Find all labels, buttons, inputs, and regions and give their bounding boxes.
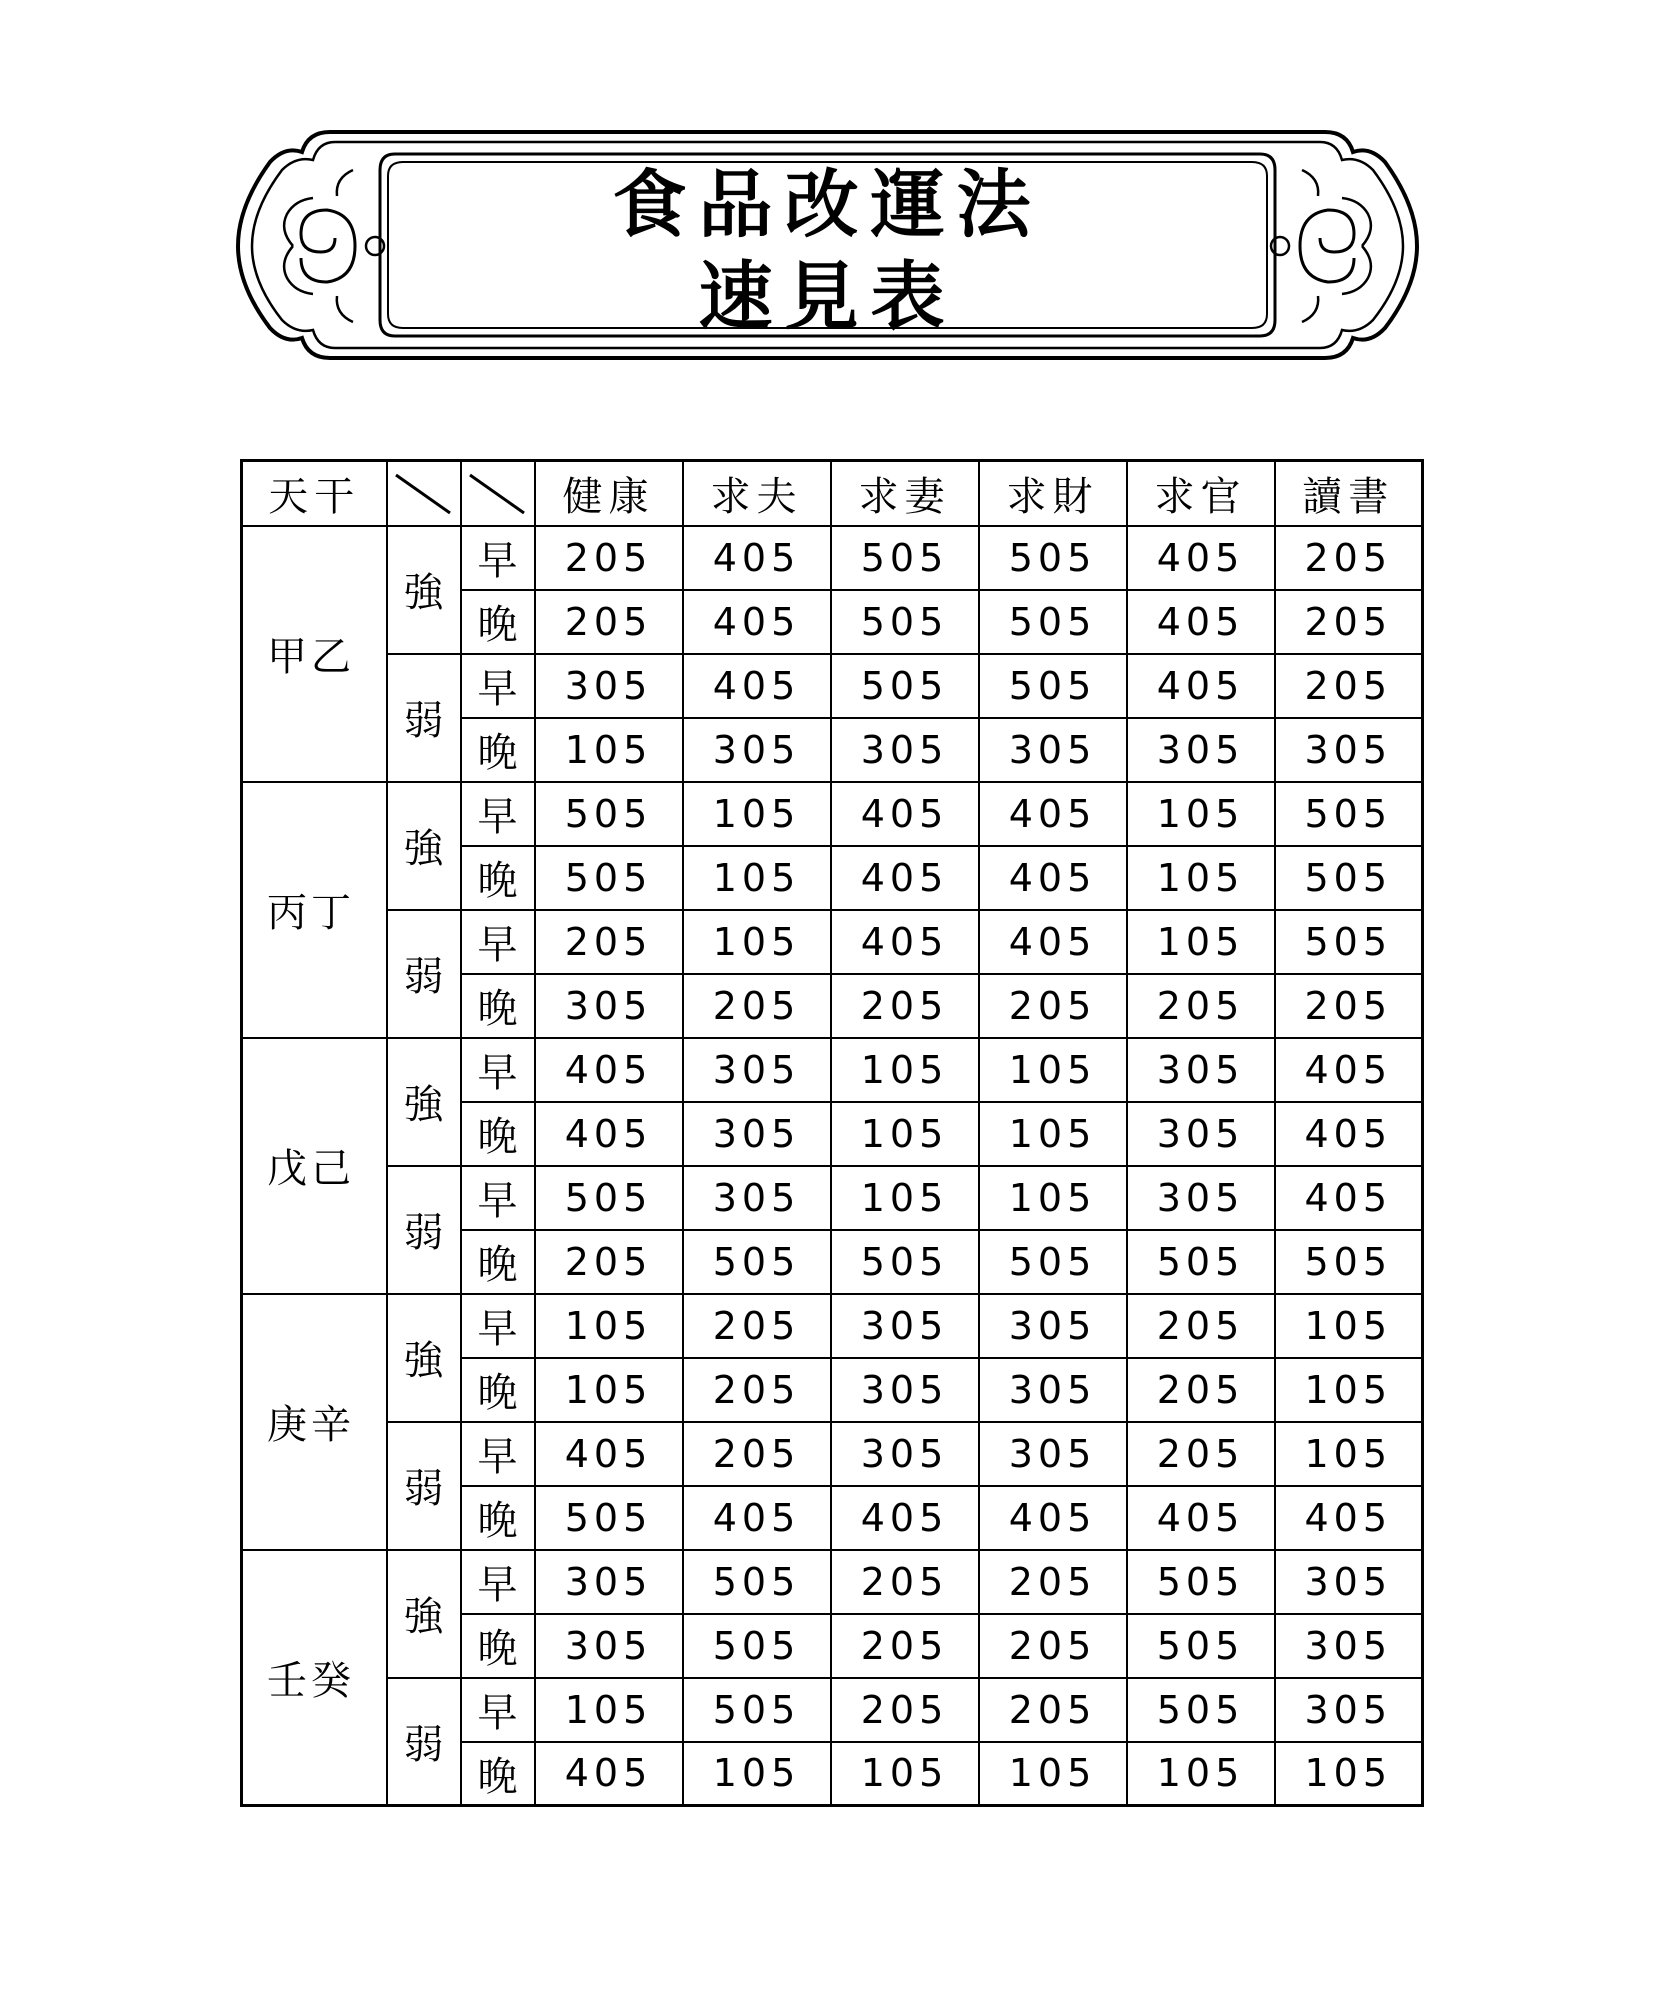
value-cell: 105 [979,1742,1127,1806]
value-cell: 105 [1127,782,1275,846]
value-cell: 505 [831,1230,979,1294]
value-cell: 405 [979,910,1127,974]
value-cell: 405 [979,846,1127,910]
header-col-health: 健康 [535,461,683,526]
strength-cell: 強 [387,782,461,910]
value-cell: 405 [979,782,1127,846]
value-cell: 105 [683,910,831,974]
stem-cell: 丙丁 [242,782,387,1038]
table-row [242,526,1423,590]
strength-cell: 強 [387,1550,461,1678]
value-cell: 305 [831,1294,979,1358]
value-cell: 105 [535,1294,683,1358]
value-cell: 205 [683,974,831,1038]
value-cell: 205 [979,1614,1127,1678]
time-cell: 晚 [461,846,535,910]
value-cell: 105 [831,1166,979,1230]
value-cell: 305 [535,1550,683,1614]
value-cell: 305 [1127,1102,1275,1166]
time-cell: 晚 [461,718,535,782]
value-cell: 505 [683,1614,831,1678]
value-cell: 305 [1127,718,1275,782]
strength-cell: 弱 [387,1422,461,1550]
value-cell: 305 [979,1294,1127,1358]
food-lookup-table [240,459,1424,1807]
value-cell: 105 [535,718,683,782]
value-cell: 505 [979,590,1127,654]
value-cell: 205 [979,1550,1127,1614]
time-cell: 晚 [461,1742,535,1806]
header-diagonal-1 [387,461,461,526]
time-cell: 早 [461,1678,535,1742]
table-row [242,1422,1423,1486]
value-cell: 305 [1127,1166,1275,1230]
table-row [242,1678,1423,1742]
value-cell: 405 [831,910,979,974]
table-row [242,910,1423,974]
value-cell: 105 [535,1358,683,1422]
time-cell: 晚 [461,590,535,654]
table-row [242,1294,1423,1358]
value-cell: 105 [831,1038,979,1102]
time-cell: 晚 [461,974,535,1038]
value-cell: 405 [831,1486,979,1550]
value-cell: 505 [1275,846,1423,910]
value-cell: 205 [535,1230,683,1294]
header-col-study: 讀書 [1275,461,1423,526]
value-cell: 205 [831,974,979,1038]
value-cell: 405 [535,1038,683,1102]
value-cell: 305 [1275,1550,1423,1614]
value-cell: 405 [979,1486,1127,1550]
time-cell: 晚 [461,1486,535,1550]
value-cell: 405 [683,590,831,654]
value-cell: 405 [1127,654,1275,718]
value-cell: 505 [1127,1678,1275,1742]
value-cell: 405 [1127,590,1275,654]
table-body [242,461,1423,1806]
value-cell: 405 [831,846,979,910]
value-cell: 505 [979,1230,1127,1294]
strength-cell: 弱 [387,654,461,782]
value-cell: 105 [1127,910,1275,974]
time-cell: 早 [461,1166,535,1230]
value-cell: 305 [831,718,979,782]
value-cell: 105 [979,1038,1127,1102]
time-cell: 早 [461,1422,535,1486]
value-cell: 205 [683,1422,831,1486]
header-col-career: 求官 [1127,461,1275,526]
diagonal-slash-icon [462,463,532,523]
value-cell: 505 [535,846,683,910]
value-cell: 205 [1275,654,1423,718]
strength-cell: 強 [387,1038,461,1166]
diagonal-slash-icon [388,463,458,523]
value-cell: 405 [683,1486,831,1550]
value-cell: 305 [535,1614,683,1678]
time-cell: 早 [461,910,535,974]
value-cell: 305 [683,1038,831,1102]
value-cell: 505 [683,1230,831,1294]
value-cell: 305 [535,974,683,1038]
value-cell: 505 [535,1166,683,1230]
value-cell: 105 [1127,846,1275,910]
value-cell: 305 [1275,718,1423,782]
value-cell: 505 [1127,1614,1275,1678]
table-row [242,654,1423,718]
title-banner [235,118,1420,373]
value-cell: 205 [683,1294,831,1358]
value-cell: 305 [683,718,831,782]
header-col-husband: 求夫 [683,461,831,526]
value-cell: 205 [1127,1294,1275,1358]
value-cell: 405 [1275,1038,1423,1102]
strength-cell: 弱 [387,910,461,1038]
value-cell: 205 [535,590,683,654]
value-cell: 405 [683,654,831,718]
value-cell: 105 [683,846,831,910]
value-cell: 505 [535,782,683,846]
time-cell: 晚 [461,1230,535,1294]
value-cell: 505 [1275,910,1423,974]
table-row [242,782,1423,846]
value-cell: 105 [1275,1422,1423,1486]
stem-cell: 甲乙 [242,526,387,782]
strength-cell: 強 [387,1294,461,1422]
value-cell: 505 [831,526,979,590]
value-cell: 405 [535,1742,683,1806]
value-cell: 205 [1127,1422,1275,1486]
strength-cell: 弱 [387,1166,461,1294]
value-cell: 205 [535,526,683,590]
header-corner: 天干 [242,461,387,526]
time-cell: 早 [461,1294,535,1358]
value-cell: 205 [1275,526,1423,590]
value-cell: 105 [1127,1742,1275,1806]
value-cell: 305 [535,654,683,718]
value-cell: 505 [1275,1230,1423,1294]
value-cell: 305 [831,1358,979,1422]
value-cell: 405 [1275,1102,1423,1166]
header-col-wealth: 求財 [979,461,1127,526]
value-cell: 205 [1275,590,1423,654]
value-cell: 205 [979,974,1127,1038]
value-cell: 405 [683,526,831,590]
value-cell: 505 [1127,1230,1275,1294]
value-cell: 305 [1275,1678,1423,1742]
value-cell: 405 [1275,1166,1423,1230]
stem-cell: 壬癸 [242,1550,387,1806]
value-cell: 205 [683,1358,831,1422]
value-cell: 505 [1127,1550,1275,1614]
value-cell: 205 [1127,1358,1275,1422]
value-cell: 305 [1127,1038,1275,1102]
value-cell: 205 [831,1550,979,1614]
strength-cell: 弱 [387,1678,461,1806]
time-cell: 早 [461,782,535,846]
value-cell: 405 [535,1102,683,1166]
time-cell: 早 [461,1550,535,1614]
header-row [242,461,1423,526]
time-cell: 晚 [461,1614,535,1678]
value-cell: 105 [535,1678,683,1742]
value-cell: 305 [831,1422,979,1486]
value-cell: 305 [979,718,1127,782]
value-cell: 405 [1127,526,1275,590]
table-row [242,1166,1423,1230]
value-cell: 405 [831,782,979,846]
time-cell: 早 [461,526,535,590]
title-line-2: 速見表 [698,254,957,340]
time-cell: 晚 [461,1102,535,1166]
header-diagonal-2 [461,461,535,526]
value-cell: 505 [1275,782,1423,846]
table-row [242,1550,1423,1614]
stem-cell: 戊己 [242,1038,387,1294]
value-cell: 205 [535,910,683,974]
value-cell: 305 [683,1166,831,1230]
value-cell: 505 [683,1678,831,1742]
value-cell: 105 [831,1102,979,1166]
value-cell: 505 [831,654,979,718]
value-cell: 105 [979,1102,1127,1166]
value-cell: 105 [683,1742,831,1806]
time-cell: 早 [461,654,535,718]
value-cell: 105 [1275,1742,1423,1806]
value-cell: 105 [683,782,831,846]
stem-cell: 庚辛 [242,1294,387,1550]
header-col-wife: 求妻 [831,461,979,526]
value-cell: 505 [831,590,979,654]
value-cell: 205 [1275,974,1423,1038]
value-cell: 505 [979,526,1127,590]
value-cell: 305 [979,1422,1127,1486]
table-row [242,1038,1423,1102]
value-cell: 205 [979,1678,1127,1742]
value-cell: 405 [1275,1486,1423,1550]
value-cell: 105 [979,1166,1127,1230]
value-cell: 305 [979,1358,1127,1422]
time-cell: 晚 [461,1358,535,1422]
value-cell: 405 [1127,1486,1275,1550]
title-line-1: 食品改運法 [612,162,1043,248]
value-cell: 105 [1275,1358,1423,1422]
time-cell: 早 [461,1038,535,1102]
value-cell: 505 [683,1550,831,1614]
value-cell: 105 [831,1742,979,1806]
value-cell: 305 [1275,1614,1423,1678]
value-cell: 305 [683,1102,831,1166]
value-cell: 505 [535,1486,683,1550]
value-cell: 405 [535,1422,683,1486]
value-cell: 505 [979,654,1127,718]
value-cell: 205 [831,1678,979,1742]
value-cell: 205 [831,1614,979,1678]
strength-cell: 強 [387,526,461,654]
value-cell: 205 [1127,974,1275,1038]
value-cell: 105 [1275,1294,1423,1358]
